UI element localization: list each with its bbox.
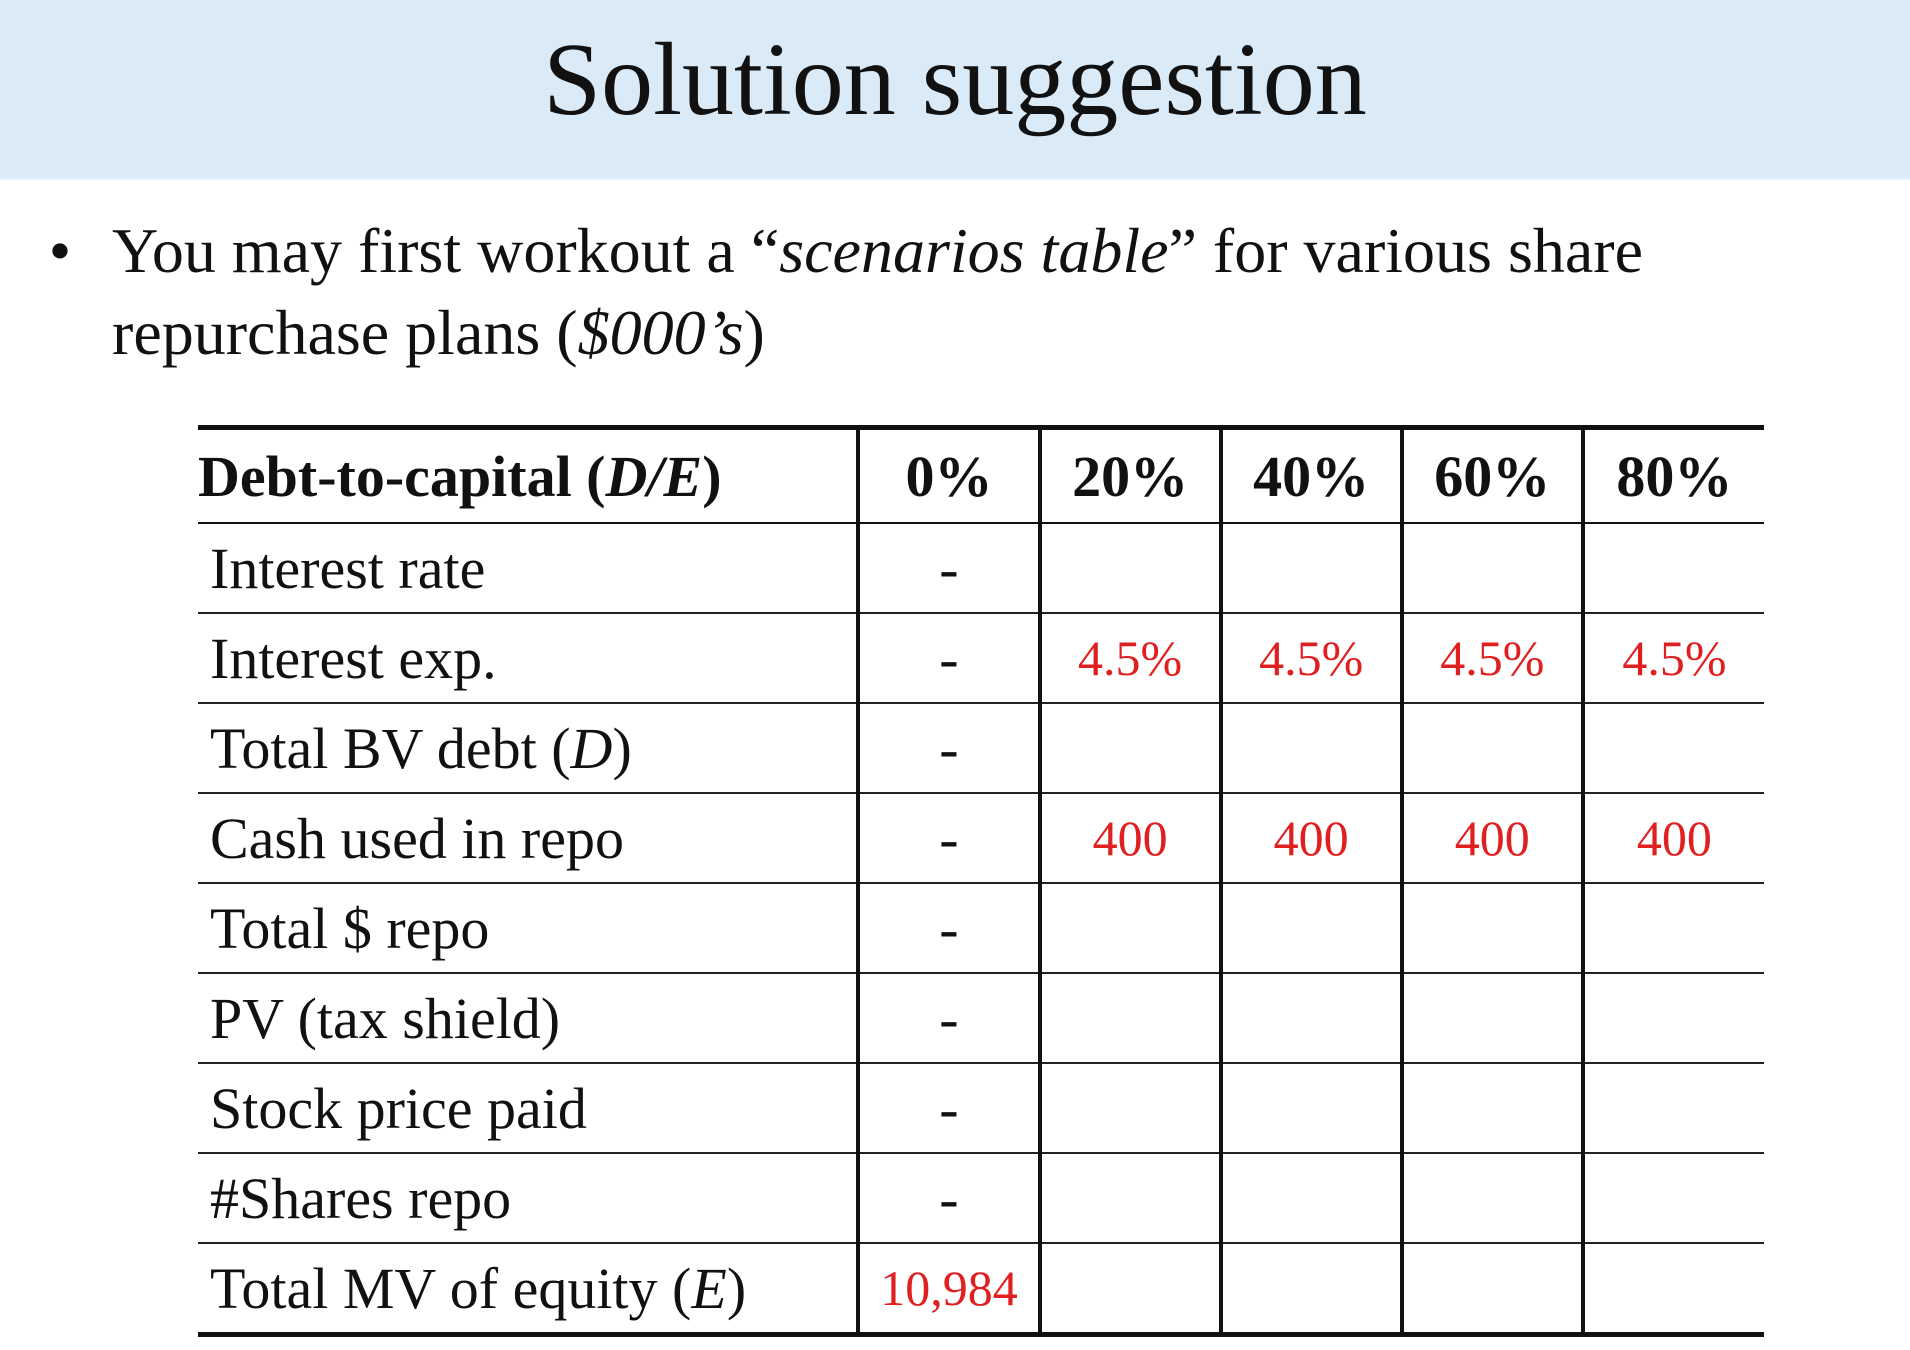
row-label: PV (tax shield) bbox=[198, 973, 858, 1063]
table-cell bbox=[1583, 1153, 1764, 1243]
header-col-20: 20% bbox=[1040, 428, 1221, 524]
table-row bbox=[198, 523, 1764, 613]
table-cell bbox=[1402, 523, 1583, 613]
table-cell bbox=[1583, 1063, 1764, 1153]
scenarios-table-wrap bbox=[198, 425, 1764, 1331]
bullet-dot-icon: • bbox=[48, 215, 72, 286]
table-cell: 400 bbox=[1402, 793, 1583, 883]
header-col-80: 80% bbox=[1583, 428, 1764, 524]
table-cell: 400 bbox=[1221, 793, 1402, 883]
table-cell bbox=[1402, 1063, 1583, 1153]
table-cell: - bbox=[858, 523, 1039, 613]
table-row bbox=[198, 703, 1764, 793]
table-cell: 4.5% bbox=[1040, 613, 1221, 703]
table-row bbox=[198, 1153, 1764, 1243]
table-cell bbox=[1040, 1063, 1221, 1153]
row-label: Interest exp. bbox=[198, 613, 858, 703]
table-cell: - bbox=[858, 793, 1039, 883]
header-ratio-var: D/E bbox=[605, 443, 703, 509]
header-col-60: 60% bbox=[1402, 428, 1583, 524]
table-cell: 10,984 bbox=[858, 1243, 1039, 1335]
table-row bbox=[198, 883, 1764, 973]
row-label: Total BV debt (D) bbox=[198, 703, 858, 793]
table-cell bbox=[1040, 883, 1221, 973]
title-band bbox=[0, 0, 1910, 180]
table-cell bbox=[1040, 1243, 1221, 1335]
bullet-text-part: You may first workout a “ bbox=[112, 215, 780, 286]
table-cell: 400 bbox=[1040, 793, 1221, 883]
table-cell bbox=[1040, 523, 1221, 613]
row-label: Interest rate bbox=[198, 523, 858, 613]
table-cell: 4.5% bbox=[1221, 613, 1402, 703]
header-label: Debt-to-capital (D/E) bbox=[198, 428, 858, 524]
row-label: Stock price paid bbox=[198, 1063, 858, 1153]
table-cell bbox=[1583, 883, 1764, 973]
table-cell bbox=[1583, 703, 1764, 793]
table-cell bbox=[1583, 1243, 1764, 1335]
table-cell bbox=[1040, 703, 1221, 793]
table-cell bbox=[1583, 973, 1764, 1063]
row-label: Total $ repo bbox=[198, 883, 858, 973]
table-cell bbox=[1221, 973, 1402, 1063]
table-cell bbox=[1221, 523, 1402, 613]
table-cell: 400 bbox=[1583, 793, 1764, 883]
table-cell: - bbox=[858, 613, 1039, 703]
table-cell: - bbox=[858, 973, 1039, 1063]
table-cell bbox=[1040, 1153, 1221, 1243]
table-cell bbox=[1402, 1153, 1583, 1243]
table-cell: - bbox=[858, 703, 1039, 793]
table-cell bbox=[1402, 703, 1583, 793]
table-header-row bbox=[198, 428, 1764, 524]
header-col-0: 0% bbox=[858, 428, 1039, 524]
table-cell bbox=[1402, 1243, 1583, 1335]
bullet-text-part: ” for various share repurchase plans ( bbox=[112, 215, 1643, 368]
scenarios-table bbox=[198, 425, 1764, 1337]
header-col-40: 40% bbox=[1221, 428, 1402, 524]
table-cell bbox=[1402, 973, 1583, 1063]
table-cell bbox=[1221, 883, 1402, 973]
table-row bbox=[198, 1243, 1764, 1335]
table-cell bbox=[1221, 1063, 1402, 1153]
bullet-text bbox=[112, 210, 1882, 374]
table-cell bbox=[1221, 1153, 1402, 1243]
table-cell: 4.5% bbox=[1402, 613, 1583, 703]
row-label: #Shares repo bbox=[198, 1153, 858, 1243]
table-row bbox=[198, 973, 1764, 1063]
table-cell: - bbox=[858, 1063, 1039, 1153]
table-cell: 4.5% bbox=[1583, 613, 1764, 703]
slide-title: Solution suggestion bbox=[543, 22, 1367, 137]
table-cell bbox=[1221, 1243, 1402, 1335]
row-label: Total MV of equity (E) bbox=[198, 1243, 858, 1335]
bullet-units: $000’s bbox=[577, 297, 744, 368]
table-row bbox=[198, 1063, 1764, 1153]
table-cell bbox=[1583, 523, 1764, 613]
bullet-text-part: ) bbox=[743, 297, 765, 368]
table-cell bbox=[1221, 703, 1402, 793]
table-cell bbox=[1040, 973, 1221, 1063]
table-row bbox=[198, 793, 1764, 883]
row-label: Cash used in repo bbox=[198, 793, 858, 883]
bullet-italic-term: scenarios table bbox=[779, 215, 1169, 286]
table-cell: - bbox=[858, 1153, 1039, 1243]
table-cell: - bbox=[858, 883, 1039, 973]
table-cell bbox=[1402, 883, 1583, 973]
table-row bbox=[198, 613, 1764, 703]
